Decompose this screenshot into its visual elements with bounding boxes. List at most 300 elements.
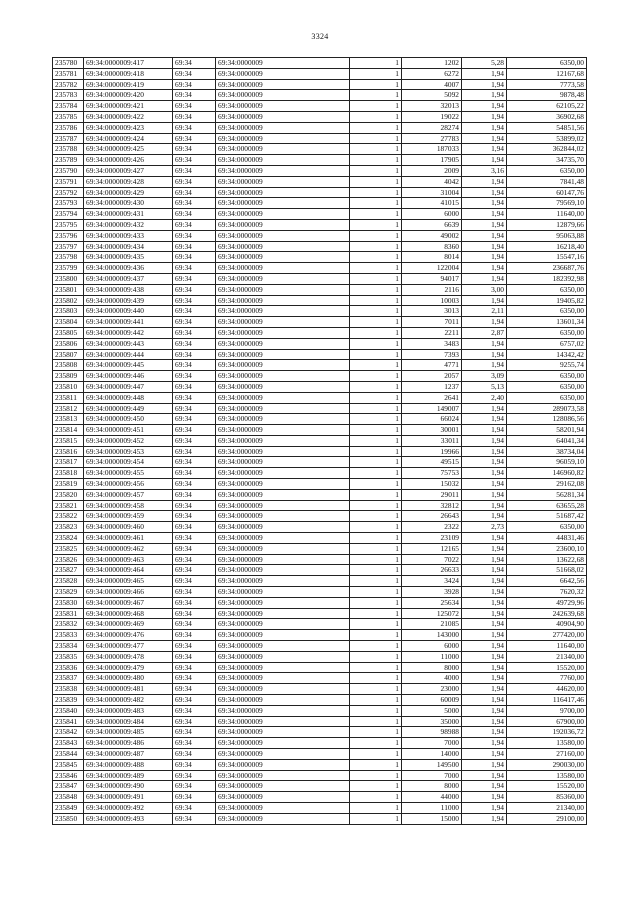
district-code-cell: 69:34 <box>173 79 216 90</box>
rate-cell: 1,94 <box>462 360 507 371</box>
quarter-number-cell: 69:34:0000009 <box>216 111 350 122</box>
count-cell: 1 <box>350 759 402 770</box>
row-id-cell: 235814 <box>53 425 84 436</box>
count-cell: 1 <box>350 101 402 112</box>
table-row <box>53 705 587 716</box>
cadastral-number-cell: 69:34:0000009:430 <box>84 198 173 209</box>
row-id-cell: 235780 <box>53 58 84 69</box>
count-cell: 1 <box>350 133 402 144</box>
table-row <box>53 133 587 144</box>
area-cell: 44000 <box>402 792 462 803</box>
cadastral-number-cell: 69:34:0000009:440 <box>84 306 173 317</box>
district-code-cell: 69:34 <box>173 533 216 544</box>
count-cell: 1 <box>350 187 402 198</box>
district-code-cell: 69:34 <box>173 111 216 122</box>
count-cell: 1 <box>350 802 402 813</box>
count-cell: 1 <box>350 695 402 706</box>
value-cell: 54851,56 <box>507 122 587 133</box>
district-code-cell: 69:34 <box>173 802 216 813</box>
rate-cell: 1,94 <box>462 144 507 155</box>
district-code-cell: 69:34 <box>173 263 216 274</box>
table-row <box>53 738 587 749</box>
table-row <box>53 673 587 684</box>
count-cell: 1 <box>350 349 402 360</box>
value-cell: 60147,76 <box>507 187 587 198</box>
value-cell: 6757,02 <box>507 338 587 349</box>
quarter-number-cell: 69:34:0000009 <box>216 403 350 414</box>
rate-cell: 1,94 <box>462 738 507 749</box>
value-cell: 6350,00 <box>507 327 587 338</box>
row-id-cell: 235813 <box>53 414 84 425</box>
rate-cell: 1,94 <box>462 511 507 522</box>
count-cell: 1 <box>350 165 402 176</box>
row-id-cell: 235782 <box>53 79 84 90</box>
district-code-cell: 69:34 <box>173 576 216 587</box>
row-id-cell: 235807 <box>53 349 84 360</box>
row-id-cell: 235848 <box>53 792 84 803</box>
rate-cell: 1,94 <box>462 781 507 792</box>
rate-cell: 1,94 <box>462 770 507 781</box>
area-cell: 94017 <box>402 273 462 284</box>
quarter-number-cell: 69:34:0000009 <box>216 360 350 371</box>
quarter-number-cell: 69:34:0000009 <box>216 101 350 112</box>
row-id-cell: 235790 <box>53 165 84 176</box>
value-cell: 95063,88 <box>507 230 587 241</box>
row-id-cell: 235816 <box>53 446 84 457</box>
quarter-number-cell: 69:34:0000009 <box>216 813 350 824</box>
quarter-number-cell: 69:34:0000009 <box>216 381 350 392</box>
quarter-number-cell: 69:34:0000009 <box>216 749 350 760</box>
district-code-cell: 69:34 <box>173 727 216 738</box>
row-id-cell: 235828 <box>53 576 84 587</box>
table-row <box>53 403 587 414</box>
district-code-cell: 69:34 <box>173 479 216 490</box>
rate-cell: 1,94 <box>462 651 507 662</box>
district-code-cell: 69:34 <box>173 403 216 414</box>
area-cell: 2009 <box>402 165 462 176</box>
count-cell: 1 <box>350 58 402 69</box>
district-code-cell: 69:34 <box>173 673 216 684</box>
cadastral-number-cell: 69:34:0000009:469 <box>84 619 173 630</box>
row-id-cell: 235845 <box>53 759 84 770</box>
rate-cell: 1,94 <box>462 295 507 306</box>
row-id-cell: 235810 <box>53 381 84 392</box>
cadastral-number-cell: 69:34:0000009:437 <box>84 273 173 284</box>
table-row <box>53 781 587 792</box>
quarter-number-cell: 69:34:0000009 <box>216 176 350 187</box>
area-cell: 2211 <box>402 327 462 338</box>
rate-cell: 1,94 <box>462 79 507 90</box>
quarter-number-cell: 69:34:0000009 <box>216 533 350 544</box>
district-code-cell: 69:34 <box>173 306 216 317</box>
rate-cell: 1,94 <box>462 597 507 608</box>
cadastral-number-cell: 69:34:0000009:449 <box>84 403 173 414</box>
count-cell: 1 <box>350 749 402 760</box>
quarter-number-cell: 69:34:0000009 <box>216 716 350 727</box>
value-cell: 6350,00 <box>507 165 587 176</box>
rate-cell: 2,11 <box>462 306 507 317</box>
cadastral-number-cell: 69:34:0000009:429 <box>84 187 173 198</box>
row-id-cell: 235794 <box>53 209 84 220</box>
cadastral-number-cell: 69:34:0000009:490 <box>84 781 173 792</box>
area-cell: 3928 <box>402 587 462 598</box>
row-id-cell: 235800 <box>53 273 84 284</box>
value-cell: 62105,22 <box>507 101 587 112</box>
table-row <box>53 554 587 565</box>
rate-cell: 1,94 <box>462 673 507 684</box>
row-id-cell: 235841 <box>53 716 84 727</box>
count-cell: 1 <box>350 435 402 446</box>
table-row <box>53 457 587 468</box>
row-id-cell: 235834 <box>53 641 84 652</box>
table-row <box>53 522 587 533</box>
rate-cell: 3,16 <box>462 165 507 176</box>
rate-cell: 1,94 <box>462 576 507 587</box>
table-row <box>53 597 587 608</box>
cadastral-number-cell: 69:34:0000009:455 <box>84 468 173 479</box>
district-code-cell: 69:34 <box>173 122 216 133</box>
count-cell: 1 <box>350 673 402 684</box>
cadastral-number-cell: 69:34:0000009:428 <box>84 176 173 187</box>
rate-cell: 1,94 <box>462 198 507 209</box>
row-id-cell: 235792 <box>53 187 84 198</box>
area-cell: 98988 <box>402 727 462 738</box>
table-row <box>53 770 587 781</box>
count-cell: 1 <box>350 489 402 500</box>
value-cell: 9700,00 <box>507 705 587 716</box>
row-id-cell: 235844 <box>53 749 84 760</box>
row-id-cell: 235821 <box>53 500 84 511</box>
row-id-cell: 235789 <box>53 155 84 166</box>
area-cell: 49002 <box>402 230 462 241</box>
area-cell: 5092 <box>402 90 462 101</box>
rate-cell: 1,94 <box>462 695 507 706</box>
district-code-cell: 69:34 <box>173 327 216 338</box>
cadastral-number-cell: 69:34:0000009:442 <box>84 327 173 338</box>
area-cell: 7000 <box>402 738 462 749</box>
cadastral-number-cell: 69:34:0000009:468 <box>84 608 173 619</box>
rate-cell: 1,94 <box>462 90 507 101</box>
area-cell: 30001 <box>402 425 462 436</box>
value-cell: 6350,00 <box>507 392 587 403</box>
row-id-cell: 235811 <box>53 392 84 403</box>
count-cell: 1 <box>350 705 402 716</box>
cadastral-number-cell: 69:34:0000009:421 <box>84 101 173 112</box>
table-row <box>53 273 587 284</box>
count-cell: 1 <box>350 176 402 187</box>
value-cell: 277420,00 <box>507 630 587 641</box>
district-code-cell: 69:34 <box>173 284 216 295</box>
rate-cell: 1,94 <box>462 187 507 198</box>
rate-cell: 3,09 <box>462 371 507 382</box>
area-cell: 60009 <box>402 695 462 706</box>
count-cell: 1 <box>350 662 402 673</box>
count-cell: 1 <box>350 716 402 727</box>
value-cell: 7760,00 <box>507 673 587 684</box>
cadastral-number-cell: 69:34:0000009:420 <box>84 90 173 101</box>
rate-cell: 1,94 <box>462 403 507 414</box>
quarter-number-cell: 69:34:0000009 <box>216 619 350 630</box>
count-cell: 1 <box>350 554 402 565</box>
row-id-cell: 235842 <box>53 727 84 738</box>
cadastral-number-cell: 69:34:0000009:479 <box>84 662 173 673</box>
cadastral-number-cell: 69:34:0000009:441 <box>84 317 173 328</box>
area-cell: 32013 <box>402 101 462 112</box>
cadastral-number-cell: 69:34:0000009:447 <box>84 381 173 392</box>
rate-cell: 1,94 <box>462 619 507 630</box>
area-cell: 8000 <box>402 781 462 792</box>
table-row <box>53 446 587 457</box>
count-cell: 1 <box>350 392 402 403</box>
district-code-cell: 69:34 <box>173 759 216 770</box>
row-id-cell: 235835 <box>53 651 84 662</box>
area-cell: 3483 <box>402 338 462 349</box>
count-cell: 1 <box>350 317 402 328</box>
area-cell: 41015 <box>402 198 462 209</box>
district-code-cell: 69:34 <box>173 187 216 198</box>
count-cell: 1 <box>350 500 402 511</box>
value-cell: 21340,00 <box>507 802 587 813</box>
area-cell: 49515 <box>402 457 462 468</box>
count-cell: 1 <box>350 414 402 425</box>
area-cell: 11000 <box>402 802 462 813</box>
row-id-cell: 235827 <box>53 565 84 576</box>
cadastral-number-cell: 69:34:0000009:453 <box>84 446 173 457</box>
row-id-cell: 235836 <box>53 662 84 673</box>
row-id-cell: 235797 <box>53 241 84 252</box>
rate-cell: 1,94 <box>462 101 507 112</box>
row-id-cell: 235823 <box>53 522 84 533</box>
table-row <box>53 58 587 69</box>
quarter-number-cell: 69:34:0000009 <box>216 770 350 781</box>
quarter-number-cell: 69:34:0000009 <box>216 651 350 662</box>
cadastral-number-cell: 69:34:0000009:488 <box>84 759 173 770</box>
count-cell: 1 <box>350 630 402 641</box>
quarter-number-cell: 69:34:0000009 <box>216 338 350 349</box>
row-id-cell: 235783 <box>53 90 84 101</box>
area-cell: 27783 <box>402 133 462 144</box>
row-id-cell: 235809 <box>53 371 84 382</box>
district-code-cell: 69:34 <box>173 425 216 436</box>
value-cell: 15547,16 <box>507 252 587 263</box>
row-id-cell: 235829 <box>53 587 84 598</box>
table-row <box>53 414 587 425</box>
cadastral-number-cell: 69:34:0000009:485 <box>84 727 173 738</box>
rate-cell: 2,87 <box>462 327 507 338</box>
district-code-cell: 69:34 <box>173 230 216 241</box>
cadastral-number-cell: 69:34:0000009:478 <box>84 651 173 662</box>
quarter-number-cell: 69:34:0000009 <box>216 543 350 554</box>
area-cell: 7000 <box>402 770 462 781</box>
count-cell: 1 <box>350 425 402 436</box>
value-cell: 58201,94 <box>507 425 587 436</box>
cadastral-number-cell: 69:34:0000009:481 <box>84 684 173 695</box>
rate-cell: 5,28 <box>462 58 507 69</box>
row-id-cell: 235833 <box>53 630 84 641</box>
table-row <box>53 619 587 630</box>
rate-cell: 1,94 <box>462 209 507 220</box>
value-cell: 51668,02 <box>507 565 587 576</box>
district-code-cell: 69:34 <box>173 554 216 565</box>
row-id-cell: 235822 <box>53 511 84 522</box>
rate-cell: 1,94 <box>462 111 507 122</box>
cadastral-number-cell: 69:34:0000009:444 <box>84 349 173 360</box>
rate-cell: 1,94 <box>462 241 507 252</box>
row-id-cell: 235846 <box>53 770 84 781</box>
cadastral-number-cell: 69:34:0000009:427 <box>84 165 173 176</box>
area-cell: 1202 <box>402 58 462 69</box>
table-row <box>53 252 587 263</box>
table-row <box>53 198 587 209</box>
cadastral-number-cell: 69:34:0000009:452 <box>84 435 173 446</box>
row-id-cell: 235812 <box>53 403 84 414</box>
rate-cell: 1,94 <box>462 500 507 511</box>
cadastral-number-cell: 69:34:0000009:423 <box>84 122 173 133</box>
row-id-cell: 235831 <box>53 608 84 619</box>
value-cell: 6350,00 <box>507 522 587 533</box>
quarter-number-cell: 69:34:0000009 <box>216 425 350 436</box>
count-cell: 1 <box>350 738 402 749</box>
count-cell: 1 <box>350 403 402 414</box>
cadastral-number-cell: 69:34:0000009:439 <box>84 295 173 306</box>
area-cell: 125072 <box>402 608 462 619</box>
area-cell: 12165 <box>402 543 462 554</box>
row-id-cell: 235787 <box>53 133 84 144</box>
rate-cell: 1,94 <box>462 727 507 738</box>
value-cell: 27160,00 <box>507 749 587 760</box>
quarter-number-cell: 69:34:0000009 <box>216 349 350 360</box>
quarter-number-cell: 69:34:0000009 <box>216 435 350 446</box>
table-row <box>53 327 587 338</box>
cadastral-number-cell: 69:34:0000009:454 <box>84 457 173 468</box>
count-cell: 1 <box>350 511 402 522</box>
value-cell: 6350,00 <box>507 371 587 382</box>
row-id-cell: 235817 <box>53 457 84 468</box>
rate-cell: 1,94 <box>462 263 507 274</box>
count-cell: 1 <box>350 727 402 738</box>
area-cell: 7393 <box>402 349 462 360</box>
quarter-number-cell: 69:34:0000009 <box>216 565 350 576</box>
quarter-number-cell: 69:34:0000009 <box>216 554 350 565</box>
area-cell: 6272 <box>402 68 462 79</box>
quarter-number-cell: 69:34:0000009 <box>216 641 350 652</box>
cadastral-number-cell: 69:34:0000009:426 <box>84 155 173 166</box>
count-cell: 1 <box>350 144 402 155</box>
quarter-number-cell: 69:34:0000009 <box>216 479 350 490</box>
quarter-number-cell: 69:34:0000009 <box>216 662 350 673</box>
quarter-number-cell: 69:34:0000009 <box>216 489 350 500</box>
row-id-cell: 235818 <box>53 468 84 479</box>
district-code-cell: 69:34 <box>173 198 216 209</box>
value-cell: 15520,00 <box>507 662 587 673</box>
value-cell: 12879,66 <box>507 219 587 230</box>
cadastral-number-cell: 69:34:0000009:457 <box>84 489 173 500</box>
count-cell: 1 <box>350 155 402 166</box>
district-code-cell: 69:34 <box>173 252 216 263</box>
area-cell: 3424 <box>402 576 462 587</box>
quarter-number-cell: 69:34:0000009 <box>216 511 350 522</box>
table-row <box>53 425 587 436</box>
rate-cell: 1,94 <box>462 414 507 425</box>
quarter-number-cell: 69:34:0000009 <box>216 198 350 209</box>
rate-cell: 1,94 <box>462 554 507 565</box>
district-code-cell: 69:34 <box>173 435 216 446</box>
row-id-cell: 235798 <box>53 252 84 263</box>
cadastral-number-cell: 69:34:0000009:460 <box>84 522 173 533</box>
area-cell: 19022 <box>402 111 462 122</box>
quarter-number-cell: 69:34:0000009 <box>216 738 350 749</box>
cadastral-number-cell: 69:34:0000009:431 <box>84 209 173 220</box>
district-code-cell: 69:34 <box>173 381 216 392</box>
value-cell: 85360,00 <box>507 792 587 803</box>
count-cell: 1 <box>350 608 402 619</box>
rate-cell: 1,94 <box>462 435 507 446</box>
count-cell: 1 <box>350 651 402 662</box>
area-cell: 187033 <box>402 144 462 155</box>
quarter-number-cell: 69:34:0000009 <box>216 133 350 144</box>
value-cell: 13601,34 <box>507 317 587 328</box>
cadastral-number-cell: 69:34:0000009:465 <box>84 576 173 587</box>
table-row <box>53 565 587 576</box>
cadastral-number-cell: 69:34:0000009:450 <box>84 414 173 425</box>
district-code-cell: 69:34 <box>173 144 216 155</box>
count-cell: 1 <box>350 446 402 457</box>
cadastral-number-cell: 69:34:0000009:422 <box>84 111 173 122</box>
quarter-number-cell: 69:34:0000009 <box>216 284 350 295</box>
table-row <box>53 727 587 738</box>
cadastral-number-cell: 69:34:0000009:434 <box>84 241 173 252</box>
cadastral-number-cell: 69:34:0000009:462 <box>84 543 173 554</box>
count-cell: 1 <box>350 770 402 781</box>
row-id-cell: 235799 <box>53 263 84 274</box>
row-id-cell: 235838 <box>53 684 84 695</box>
cadastral-number-cell: 69:34:0000009:487 <box>84 749 173 760</box>
value-cell: 64041,34 <box>507 435 587 446</box>
row-id-cell: 235832 <box>53 619 84 630</box>
value-cell: 67900,00 <box>507 716 587 727</box>
district-code-cell: 69:34 <box>173 209 216 220</box>
count-cell: 1 <box>350 338 402 349</box>
rate-cell: 1,94 <box>462 457 507 468</box>
district-code-cell: 69:34 <box>173 101 216 112</box>
rate-cell: 1,94 <box>462 155 507 166</box>
count-cell: 1 <box>350 587 402 598</box>
district-code-cell: 69:34 <box>173 684 216 695</box>
row-id-cell: 235785 <box>53 111 84 122</box>
value-cell: 34735,70 <box>507 155 587 166</box>
table-row <box>53 381 587 392</box>
cadastral-number-cell: 69:34:0000009:483 <box>84 705 173 716</box>
table-row <box>53 371 587 382</box>
area-cell: 19966 <box>402 446 462 457</box>
table-row <box>53 695 587 706</box>
table-row <box>53 716 587 727</box>
quarter-number-cell: 69:34:0000009 <box>216 587 350 598</box>
table-row <box>53 489 587 500</box>
quarter-number-cell: 69:34:0000009 <box>216 414 350 425</box>
district-code-cell: 69:34 <box>173 295 216 306</box>
district-code-cell: 69:34 <box>173 349 216 360</box>
count-cell: 1 <box>350 209 402 220</box>
value-cell: 96059,10 <box>507 457 587 468</box>
quarter-number-cell: 69:34:0000009 <box>216 155 350 166</box>
count-cell: 1 <box>350 522 402 533</box>
district-code-cell: 69:34 <box>173 511 216 522</box>
quarter-number-cell: 69:34:0000009 <box>216 187 350 198</box>
value-cell: 6350,00 <box>507 306 587 317</box>
row-id-cell: 235788 <box>53 144 84 155</box>
row-id-cell: 235801 <box>53 284 84 295</box>
